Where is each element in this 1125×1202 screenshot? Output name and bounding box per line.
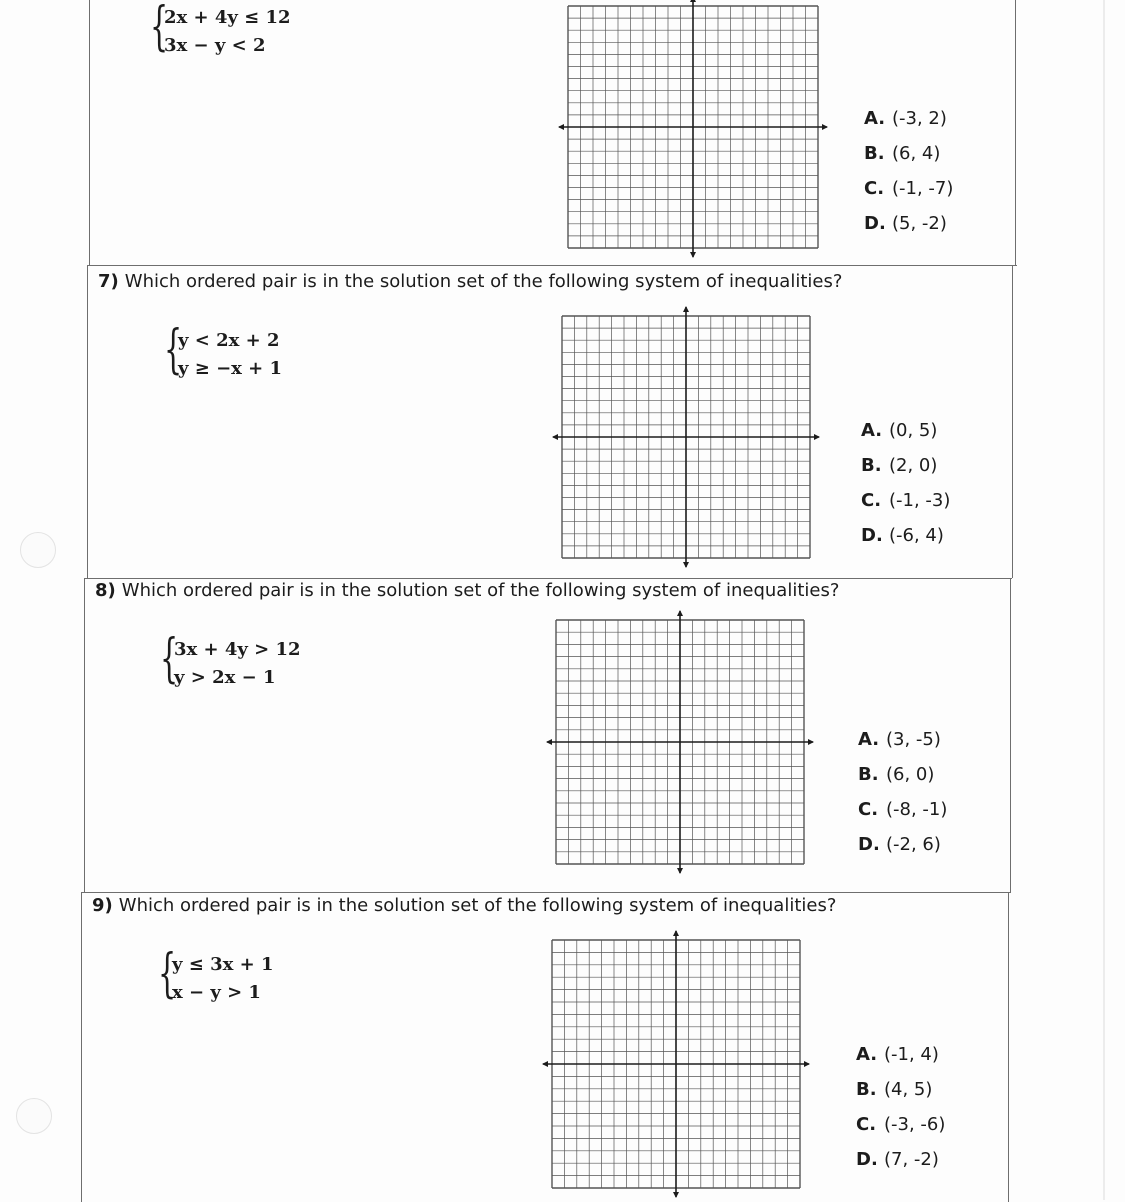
x-axis-arrow-right [822,124,828,130]
question-prompt: Which ordered pair is in the solution set of the following system of inequalities? [121,580,840,601]
inequality-1: y < 2x + 2 [178,330,280,351]
question-text [95,580,839,601]
section-divider [84,578,1012,579]
choice-letter: D. [856,1149,878,1170]
question-number: 9) [92,895,113,916]
y-axis-arrow-up [677,610,683,616]
choice-letter: B. [861,455,882,476]
x-axis-arrow-left [542,1061,548,1067]
answer-choices [856,1044,996,1184]
answer-choices [861,420,1001,560]
choice-d[interactable] [858,834,941,855]
frame-right-border [1008,892,1009,1202]
coordinate-grid [558,0,828,258]
choice-letter: C. [861,490,882,511]
y-axis-arrow-up [673,930,679,936]
frame-left-border [84,578,85,893]
choice-d[interactable] [861,525,944,546]
choice-letter: C. [864,178,885,199]
choice-value: (-8, -1) [886,799,948,820]
answer-choices [864,108,1004,248]
y-axis-arrow-down [683,562,689,568]
choice-a[interactable] [864,108,947,129]
choice-d[interactable] [856,1149,939,1170]
choice-value: (-3, -6) [884,1114,946,1135]
question-text [98,271,842,292]
choice-a[interactable] [858,729,941,750]
choice-value: (0, 5) [889,420,938,441]
choice-letter: A. [858,729,880,750]
choice-c[interactable] [864,178,953,199]
choice-letter: B. [856,1079,877,1100]
question-text [92,895,836,916]
choice-c[interactable] [861,490,950,511]
inequality-2: y ≥ −x + 1 [178,358,283,379]
question-prompt: Which ordered pair is in the solution set of the following system of inequalities? [124,271,843,292]
choice-value: (7, -2) [884,1149,939,1170]
coordinate-grid [542,930,810,1198]
question-prompt: Which ordered pair is in the solution set of the following system of inequalities? [118,895,837,916]
x-axis-arrow-right [804,1061,810,1067]
choice-a[interactable] [856,1044,939,1065]
choice-value: (-6, 4) [889,525,944,546]
choice-value: (3, -5) [886,729,941,750]
inequality-1: 2x + 4y ≤ 12 [164,7,291,28]
choice-b[interactable] [864,143,940,164]
choice-letter: A. [864,108,886,129]
choice-value: (5, -2) [892,213,947,234]
choice-c[interactable] [858,799,947,820]
choice-b[interactable] [856,1079,932,1100]
choice-value: (6, 0) [886,764,935,785]
x-axis-arrow-right [808,739,814,745]
inequality-1: y ≤ 3x + 1 [172,954,274,975]
choice-b[interactable] [858,764,934,785]
section-divider [81,892,1010,893]
choice-value: (-3, 2) [892,108,947,129]
y-axis-arrow-up [690,0,696,2]
inequality-system [160,629,330,699]
answer-choices [858,729,998,869]
binder-hole-bottom [16,1098,52,1134]
frame-right-border [1010,578,1011,893]
choice-letter: C. [856,1114,877,1135]
inequality-2: x − y > 1 [172,982,261,1003]
coordinate-grid [546,610,814,874]
inequality-system [164,320,324,390]
x-axis-arrow-left [546,739,552,745]
scan-edge-line [1103,0,1105,1200]
x-axis-arrow-left [552,434,558,440]
inequality-2: 3x − y < 2 [164,35,266,56]
choice-d[interactable] [864,213,947,234]
choice-letter: D. [864,213,886,234]
inequality-system [158,944,318,1014]
choice-value: (-1, -7) [892,178,954,199]
y-axis-arrow-up [683,306,689,312]
choice-letter: C. [858,799,879,820]
y-axis-arrow-down [673,1192,679,1198]
frame-right-border [1012,265,1013,578]
choice-letter: D. [861,525,883,546]
inequality-system [150,0,310,67]
choice-value: (-1, 4) [884,1044,939,1065]
choice-letter: B. [864,143,885,164]
frame-left-border [87,265,88,578]
choice-a[interactable] [861,420,937,441]
choice-c[interactable] [856,1114,945,1135]
choice-letter: B. [858,764,879,785]
coordinate-grid [552,306,820,568]
system-brace: { [160,629,179,689]
y-axis-arrow-down [677,868,683,874]
choice-letter: A. [856,1044,878,1065]
choice-value: (6, 4) [892,143,941,164]
question-number: 8) [95,580,116,601]
inequality-1: 3x + 4y > 12 [174,639,301,660]
binder-hole-top [20,532,56,568]
choice-value: (-2, 6) [886,834,941,855]
question-number: 7) [98,271,119,292]
choice-b[interactable] [861,455,937,476]
x-axis-arrow-right [814,434,820,440]
choice-letter: A. [861,420,883,441]
choice-value: (2, 0) [889,455,938,476]
inequality-2: y > 2x − 1 [174,667,276,688]
y-axis-arrow-down [690,252,696,258]
x-axis-arrow-left [558,124,564,130]
choice-letter: D. [858,834,880,855]
frame-right-border [1015,0,1016,266]
system-brace: { [158,944,177,1004]
system-brace: { [164,320,183,380]
choice-value: (4, 5) [884,1079,933,1100]
system-brace: { [150,0,169,57]
choice-value: (-1, -3) [889,490,951,511]
frame-left-border [89,0,90,266]
section-divider [87,265,1017,266]
frame-left-border [81,892,82,1202]
